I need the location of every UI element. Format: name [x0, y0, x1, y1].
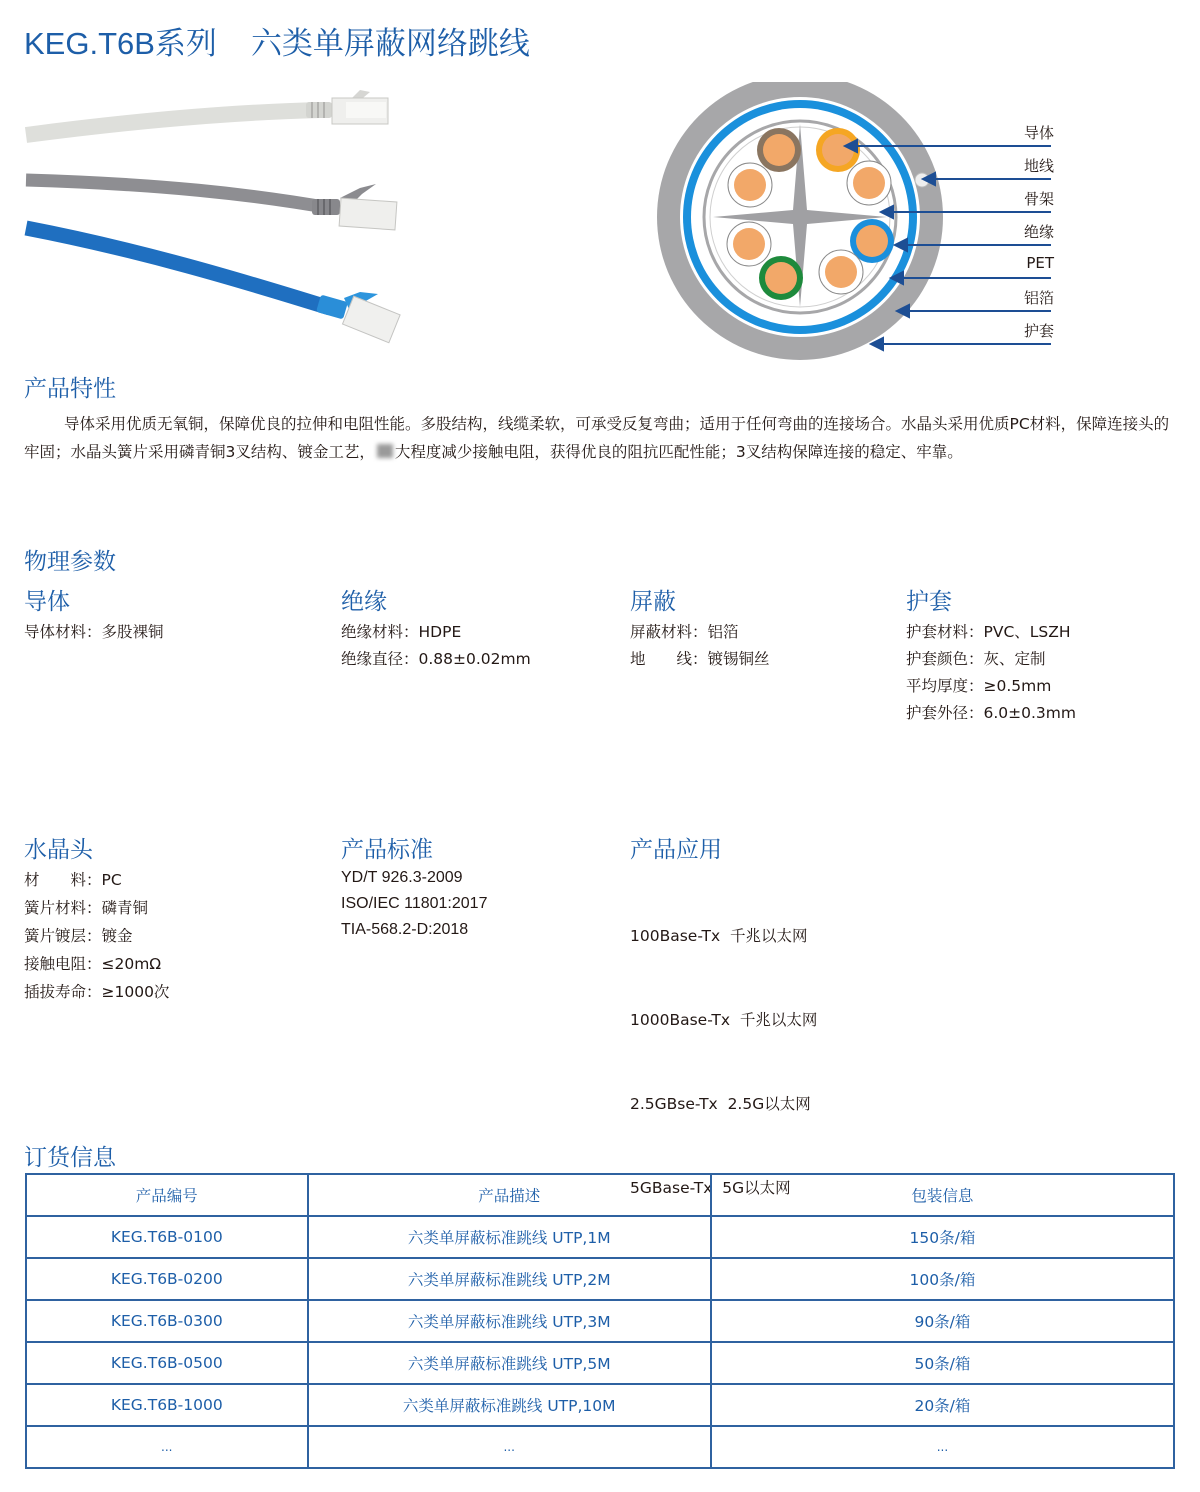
- table-row: KEG.T6B-1000 六类单屏蔽标准跳线 UTP,10M 20条/箱: [26, 1384, 1174, 1426]
- plug-title: 水晶头: [24, 837, 93, 863]
- cable-blue: [26, 228, 400, 343]
- legend-insulation: 绝缘: [1023, 223, 1054, 241]
- page-title: [24, 18, 530, 63]
- insulation-title: 绝缘: [341, 589, 387, 615]
- standards-list: YD/T 926.3-2009 ISO/IEC 11801:2017 TIA-568.2-D:2018: [341, 869, 488, 938]
- table-row: KEG.T6B-0300 六类单屏蔽标准跳线 UTP,3M 90条/箱: [26, 1300, 1174, 1342]
- legend-filler: 骨架: [1023, 190, 1054, 208]
- jacket-specs: 护套材料：PVC、LSZH 护套颜色：灰、定制 平均厚度：≥0.5mm 护套外径：6.0±0.3mm: [906, 623, 1076, 722]
- table-row: KEG.T6B-0500 六类单屏蔽标准跳线 UTP,5M 50条/箱: [26, 1342, 1174, 1384]
- features-heading: 产品特性: [24, 376, 116, 402]
- table-row: KEG.T6B-0100 六类单屏蔽标准跳线 UTP,1M 150条/箱: [26, 1216, 1174, 1258]
- ordering-heading: 订货信息: [24, 1145, 116, 1171]
- patch-cable-photos: [20, 80, 420, 350]
- features-paragraph: 导体采用优质无氧铜，保障优良的拉伸和电阻性能。多股结构，线缆柔软，可承受反复弯曲；适用于任何弯曲的连接场合。水晶头采用优质PC材料，保障连接头的牢固；水晶头簧片采用磷青铜3叉结构、镀金工艺， 大程度减少接触电阻，获得优良的阻抗匹配性能；3叉结构保障连接的稳定、牢靠。: [24, 415, 1170, 461]
- ordering-table: [25, 1173, 1175, 1469]
- conductor-title: 导体: [24, 589, 70, 615]
- redacted-mark: [377, 444, 393, 458]
- table-row-ellipsis: ... ... ...: [26, 1426, 1174, 1468]
- table-row: KEG.T6B-0200 六类单屏蔽标准跳线 UTP,2M 100条/箱: [26, 1258, 1174, 1300]
- cable-light-gray: [26, 90, 388, 135]
- legend-drain-wire: 地线: [1023, 157, 1054, 175]
- legend-jacket: 护套: [1023, 322, 1054, 340]
- standards-title: 产品标准: [341, 837, 433, 863]
- insulation-specs: 绝缘材料：HDPE 绝缘直径：0.88±0.02mm: [341, 623, 531, 668]
- shield-title: 屏蔽: [630, 589, 676, 615]
- conductor-specs: 导体材料：多股裸铜: [24, 623, 164, 641]
- applications-title: 产品应用: [630, 837, 722, 863]
- plug-specs: 材 料：PC 簧片材料：磷青铜 簧片镀层：镀金 接触电阻：≤20mΩ 插拔寿命：≥1000次: [24, 871, 170, 1001]
- shield-specs: 屏蔽材料：铝箔 地 线：镀锡铜丝: [630, 623, 770, 668]
- legend-pet: PET: [1026, 254, 1054, 272]
- column-header-description: 产品描述: [308, 1174, 711, 1216]
- product-name: 六类单屏蔽网络跳线: [250, 26, 530, 61]
- applications-list: 100Base-Tx 千兆以太网 1000Base-Tx 千兆以太网 2.5GBse-Tx 2.5G以太网 5GBase-Tx 5G以太网: [630, 927, 818, 1197]
- column-header-part-number: 产品编号: [26, 1174, 308, 1216]
- jacket-title: 护套: [906, 589, 952, 615]
- table-header-row: [26, 1174, 1174, 1216]
- physical-heading: 物理参数: [24, 549, 116, 575]
- legend-foil: 铝箔: [1023, 289, 1054, 307]
- legend-conductor: 导体: [1023, 124, 1054, 142]
- column-header-packaging: 包装信息: [711, 1174, 1174, 1216]
- series-name: KEG.T6B系列: [24, 26, 217, 61]
- cable-gray: [26, 180, 397, 230]
